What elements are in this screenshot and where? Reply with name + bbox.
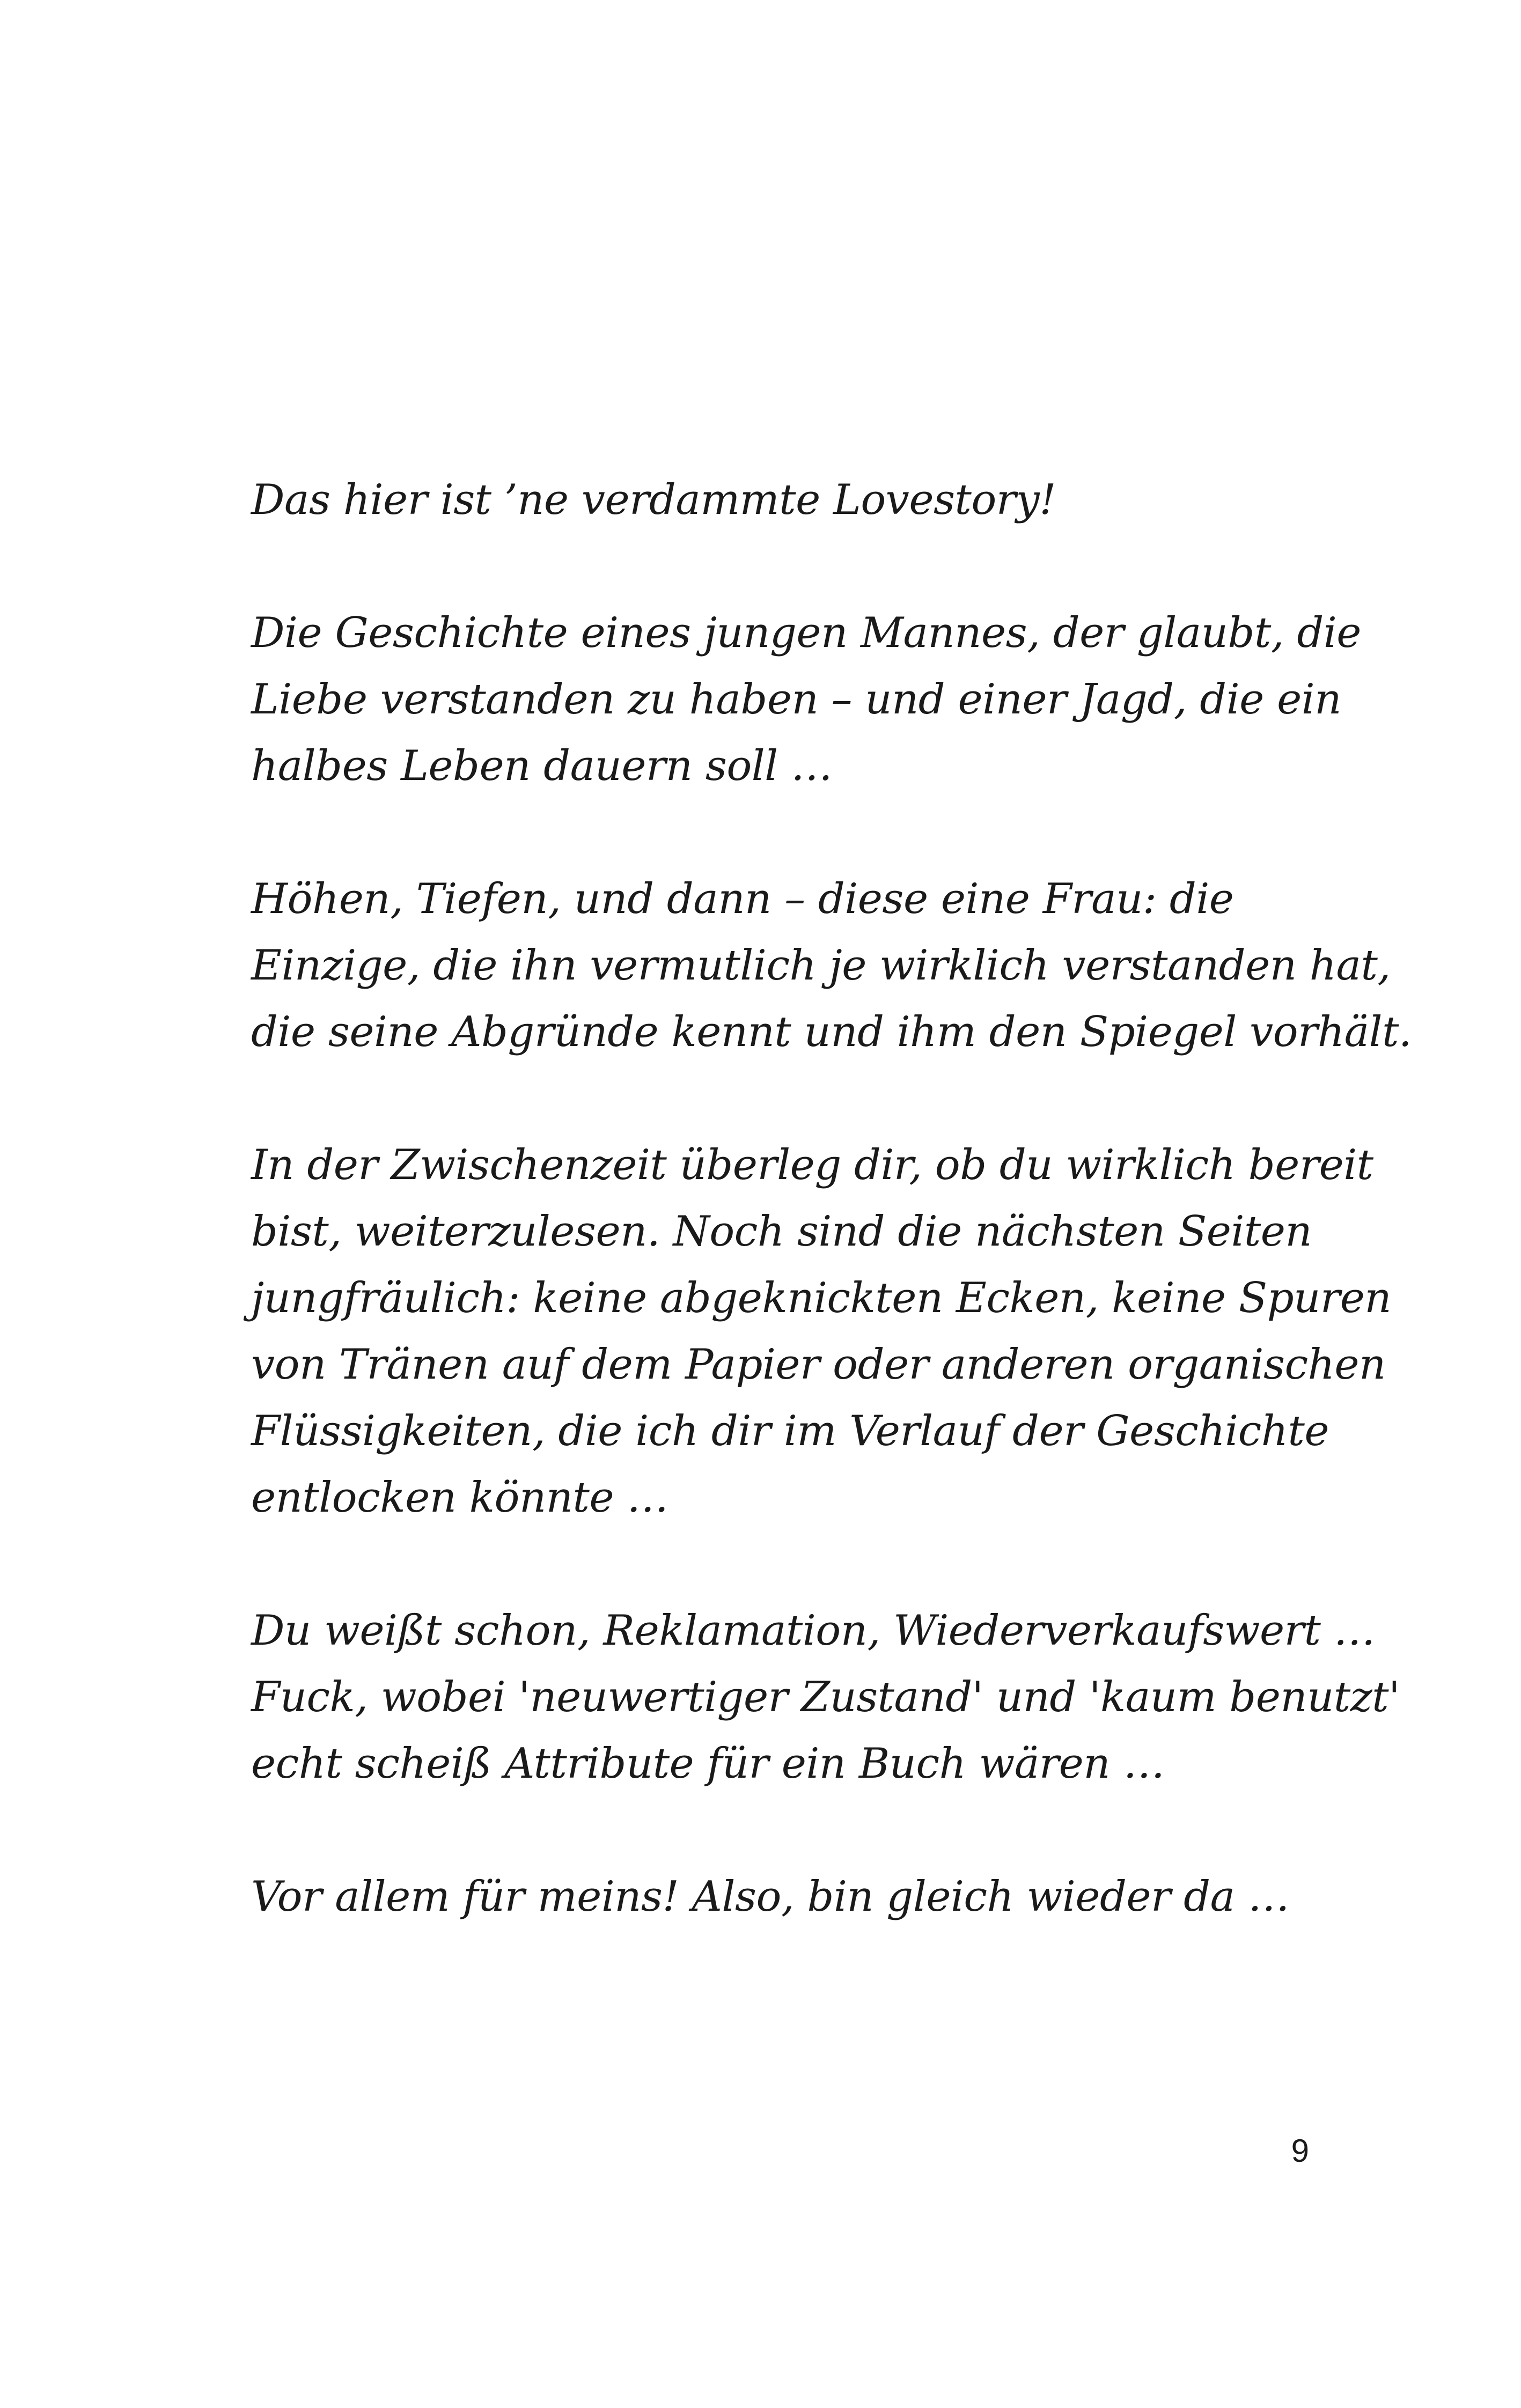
paragraph-5 bbox=[251, 1597, 1400, 1797]
text-line: Fuck, wobei 'neuwertiger Zustand' und 'kaum benutzt' bbox=[251, 1673, 1400, 1721]
text-line: Vor allem für meins! Also, bin gleich wieder da … bbox=[251, 1873, 1290, 1921]
text-line: Flüssigkeiten, die ich dir im Verlauf der Geschichte bbox=[251, 1407, 1329, 1455]
body-text bbox=[251, 467, 1412, 1930]
text-line: die seine Abgründe kennt und ihm den Spiegel vorhält. bbox=[251, 1008, 1412, 1056]
text-line: echt scheiß Attribute für ein Buch wären … bbox=[251, 1740, 1165, 1788]
text-line: von Tränen auf dem Papier oder anderen organischen bbox=[251, 1341, 1386, 1389]
text-line: Einzige, die ihn vermutlich je wirklich verstanden hat, bbox=[251, 941, 1391, 990]
text-line: In der Zwischenzeit überleg dir, ob du wirklich bereit bbox=[251, 1141, 1373, 1189]
text-line: bist, weiterzulesen. Noch sind die nächsten Seiten bbox=[251, 1207, 1312, 1256]
text-line: entlocken könnte … bbox=[251, 1474, 668, 1522]
text-line: Die Geschichte eines jungen Mannes, der glaubt, die bbox=[251, 609, 1361, 657]
text-line: Du weißt schon, Reklamation, Wiederverkaufswert … bbox=[251, 1607, 1376, 1655]
page-number: 9 bbox=[1291, 2133, 1309, 2169]
paragraph-2 bbox=[251, 600, 1361, 799]
text-line: jungfräulich: keine abgeknickten Ecken, keine Spuren bbox=[251, 1274, 1392, 1322]
paragraph-6 bbox=[251, 1864, 1340, 1930]
paragraph-4 bbox=[251, 1132, 1392, 1531]
text-line: halbes Leben dauern soll … bbox=[251, 742, 833, 790]
text-line: Das hier ist ’ne verdammte Lovestory! bbox=[251, 476, 1056, 524]
paragraph-1 bbox=[251, 467, 1340, 533]
paragraph-3 bbox=[251, 866, 1412, 1065]
text-line: Höhen, Tiefen, und dann – diese eine Frau: die bbox=[251, 875, 1234, 923]
text-line: Liebe verstanden zu haben – und einer Jagd, die ein bbox=[251, 675, 1341, 724]
